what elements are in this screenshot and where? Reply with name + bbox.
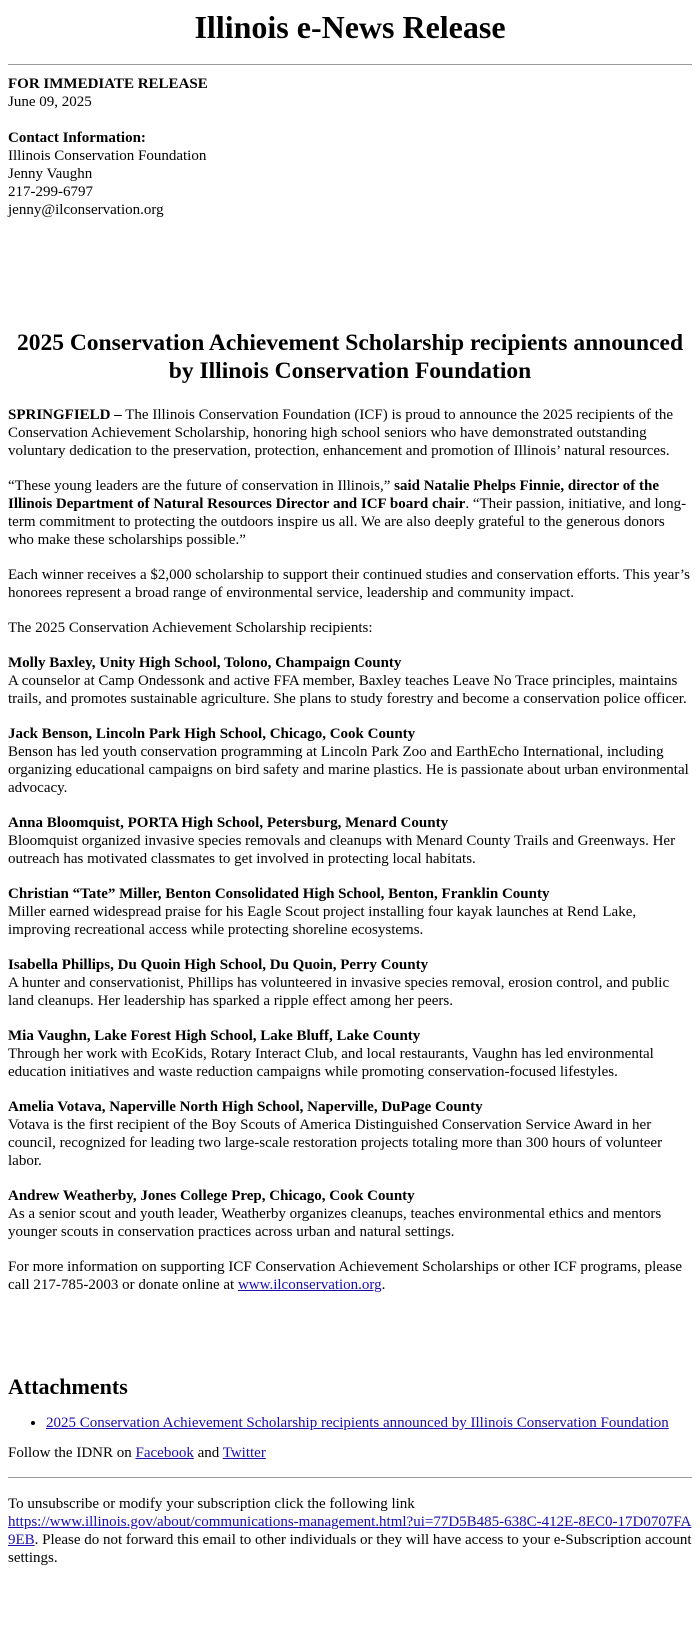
recipient-item [8, 654, 692, 708]
quote-paragraph [8, 477, 692, 549]
release-label: FOR IMMEDIATE RELEASE [8, 76, 208, 92]
recipient-item [8, 1027, 692, 1081]
more-info-paragraph [8, 1258, 692, 1294]
recipient-name: Amelia Votava, Naperville North High School, Naperville, DuPage County [8, 1099, 483, 1115]
recipient-name: Isabella Phillips, Du Quoin High School, Du Quoin, Perry County [8, 957, 429, 973]
contact-label: Contact Information: [8, 130, 146, 146]
intro-paragraph [8, 406, 692, 460]
dateline: SPRINGFIELD – [8, 407, 122, 423]
email-body [0, 9, 700, 1567]
quote-attribution: said Natalie Phelps Finnie, director of the Illinois Department of Natural Resources Director and ICF board chair [8, 478, 659, 512]
more-info-text: For more information on supporting ICF Conservation Achievement Scholarships or other ICF programs, please call 217-785-2003 or donate online at [8, 1259, 683, 1293]
divider [8, 64, 692, 65]
contact-phone: 217-299-6797 [8, 184, 93, 200]
recipient-name: Molly Baxley, Unity High School, Tolono, Champaign County [8, 655, 402, 671]
twitter-link[interactable]: Twitter [222, 1445, 266, 1461]
recipient-text: Miller earned widespread praise for his Eagle Scout project installing four kayak launches at Rend Lake, improving recreational access while protecting shoreline ecosystems. [8, 904, 637, 938]
recipient-text: Votava is the first recipient of the Boy Scouts of America Distinguished Conservation Service Award in her council, recognized for leading two large-scale restoration projects totaling more than 300 hours of volunteer labor. [8, 1117, 663, 1169]
follow-line [8, 1444, 692, 1462]
follow-prefix: Follow the IDNR on [8, 1445, 136, 1461]
facebook-link[interactable]: Facebook [135, 1445, 194, 1461]
release-date: June 09, 2025 [8, 94, 92, 110]
recipient-item [8, 1187, 692, 1241]
article-headline: 2025 Conservation Achievement Scholarship recipients announced by Illinois Conservation Foundation [16, 330, 684, 384]
recipient-item [8, 885, 692, 939]
recipient-name: Jack Benson, Lincoln Park High School, Chicago, Cook County [8, 726, 416, 742]
page-title: Illinois e-News Release [194, 9, 506, 45]
footer-warning: . Please do not forward this email to other individuals or they will have access to your e-Subscription account settings. [8, 1532, 692, 1566]
follow-and: and [193, 1445, 223, 1461]
attachments-heading: Attachments [8, 1374, 128, 1399]
recipient-name: Christian “Tate” Miller, Benton Consolidated High School, Benton, Franklin County [8, 886, 550, 902]
recipient-text: A hunter and conservationist, Phillips has volunteered in invasive species removal, erosion control, and public land cleanups. Her leadership has sparked a ripple effect among her peers. [8, 975, 670, 1009]
recipients-intro: The 2025 Conservation Achievement Scholarship recipients: [8, 620, 373, 636]
unsubscribe-link[interactable]: https://www.illinois.gov/about/communications-management.html?ui=77D5B485-638C-412E-8EC0-17D0707FA9EB [8, 1514, 692, 1548]
recipient-item [8, 814, 692, 868]
release-info [8, 75, 692, 219]
attachment-item [46, 1414, 692, 1432]
recipient-name: Anna Bloomquist, PORTA High School, Petersburg, Menard County [8, 815, 449, 831]
intro-text: The Illinois Conservation Foundation (ICF) is proud to announce the 2025 recipients of the Conservation Achievement Scholarship, honoring high school seniors who have demonstrated outstanding voluntary dedication to the preservation, protection, enhancement and promotion of Illinois’ natural resources. [8, 407, 674, 459]
quote-close: . “Their passion, initiative, and long-term commitment to protecting the outdoors inspire us all. We are also deeply grateful to the generous donors who make these scholarships possible.” [8, 496, 687, 548]
contact-email: jenny@ilconservation.org [8, 202, 164, 218]
attachments-list [8, 1414, 692, 1432]
unsubscribe-paragraph [8, 1513, 692, 1567]
recipient-item [8, 956, 692, 1010]
quote-open: “These young leaders are the future of conservation in Illinois,” [8, 478, 395, 494]
footer-divider [8, 1477, 692, 1478]
unsubscribe-text: To unsubscribe or modify your subscription click the following link [8, 1496, 415, 1512]
recipient-item [8, 725, 692, 797]
donate-link[interactable]: www.ilconservation.org [237, 1277, 382, 1293]
footer [8, 1495, 692, 1567]
award-paragraph: Each winner receives a $2,000 scholarship to support their continued studies and conservation efforts. This year’s honorees represent a broad range of environmental service, leadership and community impact. [8, 567, 690, 601]
contact-org: Illinois Conservation Foundation [8, 148, 207, 164]
recipient-name: Mia Vaughn, Lake Forest High School, Lake Bluff, Lake County [8, 1028, 421, 1044]
recipient-item [8, 1098, 692, 1170]
recipient-text: Bloomquist organized invasive species removals and cleanups with Menard County Trails and Greenways. Her outreach has motivated classmates to get involved in protecting local habitats. [8, 833, 676, 867]
recipient-name: Andrew Weatherby, Jones College Prep, Chicago, Cook County [8, 1188, 415, 1204]
more-info-end: . [381, 1277, 386, 1293]
contact-name: Jenny Vaughn [8, 166, 93, 182]
recipient-text: As a senior scout and youth leader, Weatherby organizes cleanups, teaches environmental ethics and mentors younger scouts in conservation practices across urban and natural settings. [8, 1206, 662, 1240]
recipient-text: Benson has led youth conservation programming at Lincoln Park Zoo and EarthEcho International, including organizing educational campaigns on bird safety and marine plastics. He is passionate about urban environmental advocacy. [8, 744, 689, 796]
attachment-link[interactable]: 2025 Conservation Achievement Scholarship recipients announced by Illinois Conservation Foundation [46, 1415, 669, 1431]
recipient-text: Through her work with EcoKids, Rotary Interact Club, and local restaurants, Vaughn has led environmental education initiatives and waste reduction campaigns while promoting conservation-focused lifestyles. [8, 1046, 654, 1080]
recipient-text: A counselor at Camp Ondessonk and active FFA member, Baxley teaches Leave No Trace principles, maintains trails, and promotes sustainable agriculture. She plans to study forestry and become a conservation police officer. [8, 673, 687, 707]
